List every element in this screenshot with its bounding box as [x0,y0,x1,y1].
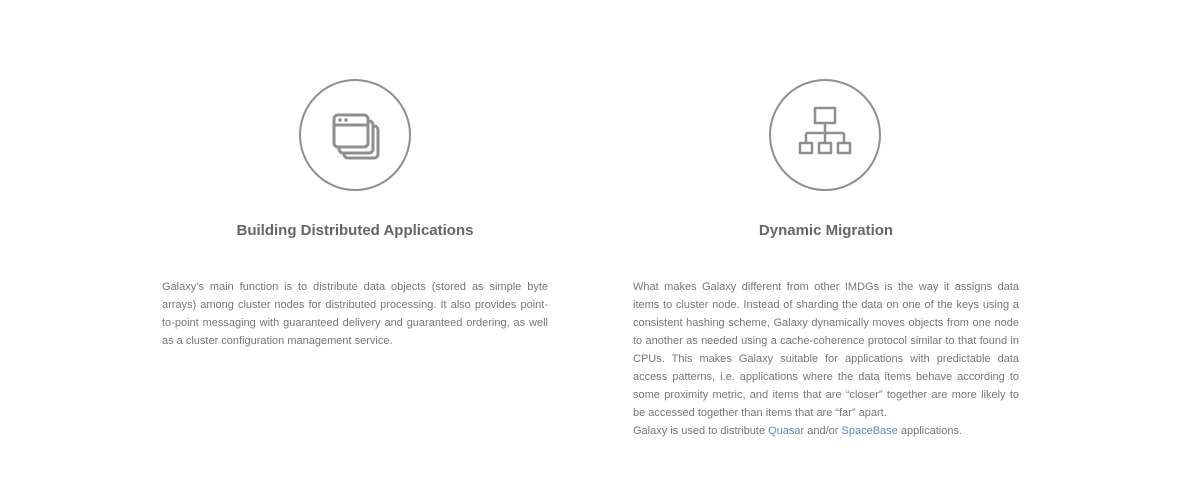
footer-text-suffix: applications. [897,425,962,437]
hierarchy-icon [769,79,881,191]
feature-title: Dynamic Migration [758,222,894,239]
footer-text-prefix: Galaxy is used to distribute [633,425,769,437]
feature-description [633,278,1019,440]
spacebase-link[interactable]: SpaceBase [841,425,898,437]
feature-paragraph: What makes Galaxy different from other IMDGs is the way it assigns data items to cluster node. Instead of sharding the data on one of the keys using a consistent hashing scheme, Galaxy dynamically moves objects from one node to another as needed using a cache-coherence protocol similar to that found in CPUs. This makes Galaxy suitable for applications with predictable data access patterns, i.e. applications where the data items behave according to some proximity metric, and items that are “closer” together are more likely to be accessed together than items that are “far” apart. [633,281,1019,419]
quasar-link[interactable]: Quasar [768,425,805,437]
footer-text-middle: and/or [804,425,842,437]
feature-title: Building Distributed Applications [236,222,474,239]
feature-paragraph: Galaxy’s main function is to distribute data objects (stored as simple byte arrays) among cluster nodes for distributed processing. It also provides point-to-point messaging with guaranteed delivery and guaranteed ordering, as well as a cluster configuration management service. [162,281,548,347]
feature-footer-line [633,422,1019,440]
feature-description [162,278,548,350]
stacked-windows-icon [299,79,411,191]
